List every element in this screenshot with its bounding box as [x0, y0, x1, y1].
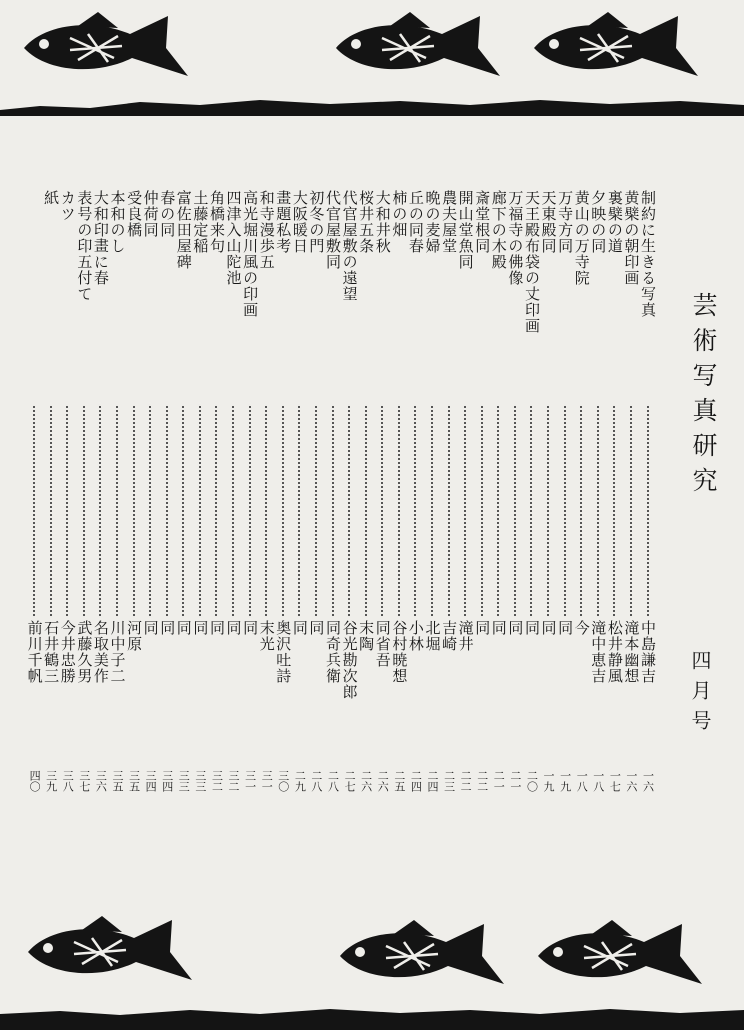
leader-dots — [50, 406, 52, 616]
leader-dots — [464, 406, 466, 616]
entry-page-number: 一八 — [575, 770, 589, 792]
entry-author: 石井鶴三 — [42, 620, 61, 684]
entry-page-number: 四〇 — [28, 770, 42, 792]
entry-page-number: 三六 — [94, 770, 108, 792]
entry-page-number: 二四 — [425, 770, 439, 792]
entry-title: 初冬の門 — [307, 190, 326, 254]
leader-dots — [497, 406, 499, 616]
entry-author: 前川千帆 — [25, 620, 44, 684]
entry-title: 天東殿同 — [539, 190, 558, 254]
entry-page-number: 三〇 — [276, 770, 290, 792]
entry-title: 万福寺の佛像 — [506, 190, 525, 286]
entry-page-number: 一九 — [558, 770, 572, 792]
entry-page-number: 二三 — [442, 770, 456, 792]
issue-label: 四月号 — [688, 650, 712, 740]
leader-dots — [215, 406, 217, 616]
entry-author: 中島謙吉 — [639, 620, 657, 684]
entry-page-number: 三二 — [210, 770, 224, 792]
entry-author: 同 — [207, 620, 226, 636]
entry-author: 同 — [539, 620, 558, 636]
entry-page-number: 三三 — [193, 770, 207, 792]
entry-author: 小林 — [406, 620, 425, 652]
entry-author: 同 — [158, 620, 177, 636]
entry-page-number: 三四 — [160, 770, 174, 792]
entry-page-number: 二六 — [359, 770, 373, 792]
entry-page-number: 二八 — [309, 770, 323, 792]
entry-author: 同奇兵衛 — [324, 620, 342, 684]
entry-author: 谷村暁想 — [390, 620, 409, 684]
fish-print-icon — [532, 918, 704, 990]
entry-author: 同 — [489, 620, 508, 636]
entry-page-number: 一六 — [641, 770, 655, 792]
leader-dots — [199, 406, 201, 616]
entry-page-number: 三一 — [243, 770, 257, 792]
leader-dots — [232, 406, 234, 616]
leader-dots — [365, 406, 367, 616]
entry-author: 河原 — [125, 620, 144, 652]
entry-title: 四津入山陀池 — [224, 190, 243, 286]
fish-print-icon — [18, 10, 190, 82]
entry-title: 夕映の同 — [589, 190, 608, 254]
entry-title: 高光堀川風の印画 — [241, 190, 260, 318]
entry-title: 代官屋敷の遠望 — [340, 190, 359, 302]
entry-page-number: 二〇 — [525, 770, 539, 792]
entry-author: 同 — [522, 620, 541, 636]
entry-author: 吉崎 — [440, 620, 459, 652]
leader-dots — [298, 406, 300, 616]
entry-title: 表号の印五付て — [75, 190, 94, 302]
leader-dots — [398, 406, 400, 616]
fish-print-icon — [22, 914, 194, 986]
leader-dots — [414, 406, 416, 616]
entry-page-number: 三九 — [44, 770, 58, 792]
entry-author: 滝本幽想 — [622, 620, 641, 684]
entry-title: 万寺方同 — [556, 190, 575, 254]
entry-title: 斎堂根同 — [473, 190, 492, 254]
entry-title: カツ — [58, 190, 77, 222]
entry-author: 同 — [241, 620, 260, 636]
entry-title: 大和印畫に春 — [91, 190, 110, 286]
fish-print-icon — [528, 10, 700, 82]
leader-dots — [431, 406, 433, 616]
entry-title: 大阪暖日 — [290, 190, 309, 254]
entry-page-number: 三五 — [127, 770, 141, 792]
entry-page-number: 二六 — [376, 770, 390, 792]
entry-page-number: 二八 — [326, 770, 340, 792]
leader-dots — [530, 406, 532, 616]
entry-title: 黄檗の朝印画 — [622, 190, 641, 286]
entry-page-number: 二四 — [409, 770, 423, 792]
leader-dots — [332, 406, 334, 616]
leader-dots — [33, 406, 35, 616]
leader-dots — [514, 406, 516, 616]
entry-author: 滝中恵吉 — [589, 620, 608, 684]
entry-title: 柿の畑 — [390, 190, 409, 238]
entry-page-number: 二一 — [492, 770, 506, 792]
entry-title: 角橋来句 — [207, 190, 226, 254]
fish-print-icon — [334, 918, 506, 990]
entry-author: 同 — [174, 620, 193, 636]
entry-author: 北堀 — [423, 620, 442, 652]
entry-title: 丘の同春 — [406, 190, 425, 254]
entry-title: 黄山の万寺院 — [572, 190, 591, 286]
leader-dots — [249, 406, 251, 616]
leader-dots — [580, 406, 582, 616]
entry-author: 松井静風 — [605, 620, 624, 684]
leader-dots — [182, 406, 184, 616]
entry-title: 代官屋敷同 — [324, 190, 342, 270]
entry-page-number: 一七 — [608, 770, 622, 792]
entry-page-number: 二九 — [293, 770, 307, 792]
leader-dots — [133, 406, 135, 616]
entry-author: 末光 — [257, 620, 276, 652]
leader-dots — [166, 406, 168, 616]
entry-page-number: 三八 — [61, 770, 75, 792]
entry-page-number: 一六 — [624, 770, 638, 792]
ink-band-top — [0, 96, 744, 116]
entry-title: 春の同 — [158, 190, 177, 238]
entry-author: 滝井 — [456, 620, 475, 652]
entry-page-number: 三三 — [177, 770, 191, 792]
leader-dots — [381, 406, 383, 616]
entry-title: 富佐田屋碑 — [174, 190, 193, 270]
leader-dots — [99, 406, 101, 616]
entry-author: 同 — [556, 620, 575, 636]
leader-dots — [564, 406, 566, 616]
entry-title: 農夫屋堂 — [440, 190, 459, 254]
entry-page-number: 二一 — [508, 770, 522, 792]
entry-author: 武藤久男 — [75, 620, 94, 684]
entry-page-number: 三一 — [260, 770, 274, 792]
entry-author: 同 — [290, 620, 309, 636]
leader-dots — [66, 406, 68, 616]
leader-dots — [149, 406, 151, 616]
leader-dots — [647, 406, 649, 616]
leader-dots — [448, 406, 450, 616]
leader-dots — [315, 406, 317, 616]
entry-author: 谷光勘次郎 — [340, 620, 359, 700]
entry-title: 和寺漫歩五 — [257, 190, 276, 270]
entry-title: 廊下の木殿 — [489, 190, 508, 270]
entry-page-number: 二五 — [392, 770, 406, 792]
entry-author: 同 — [191, 620, 210, 636]
leader-dots — [83, 406, 85, 616]
entry-page-number: 三二 — [227, 770, 241, 792]
leader-dots — [597, 406, 599, 616]
entry-title: 大和井秋 — [373, 190, 392, 254]
entry-author: 同 — [506, 620, 525, 636]
entry-title: 紙 — [42, 190, 61, 206]
leader-dots — [116, 406, 118, 616]
entry-title: 畫題私考 — [274, 190, 293, 254]
entry-title: 桜井五条 — [357, 190, 376, 254]
entry-title: 裏檗の道 — [605, 190, 624, 254]
entry-page-number: 二七 — [343, 770, 357, 792]
entry-page-number: 三七 — [77, 770, 91, 792]
entry-title: 開山堂魚同 — [456, 190, 475, 270]
entry-title: 天王殿布袋の丈印画 — [522, 190, 541, 334]
entry-author: 名取美作 — [91, 620, 110, 684]
entry-author: 同 — [224, 620, 243, 636]
entry-author: 同省吾 — [373, 620, 392, 668]
entry-page-number: 一九 — [542, 770, 556, 792]
entry-author: 同 — [141, 620, 160, 636]
entry-title: 本和のし — [108, 190, 127, 254]
entry-author: 今井忠勝 — [58, 620, 77, 684]
entry-author: 今 — [572, 620, 591, 636]
fish-print-icon — [330, 10, 502, 82]
leader-dots — [481, 406, 483, 616]
leader-dots — [547, 406, 549, 616]
entry-page-number: 一八 — [591, 770, 605, 792]
entry-page-number: 三五 — [110, 770, 124, 792]
entry-page-number: 二二 — [475, 770, 489, 792]
entry-author: 同 — [307, 620, 326, 636]
entry-title: 晩の麦婦 — [423, 190, 442, 254]
entry-title: 受良橋 — [125, 190, 144, 238]
entry-page-number: 二二 — [459, 770, 473, 792]
toc-entry — [24, 190, 45, 830]
entry-title: 制約に生きる写真 — [639, 190, 657, 318]
ink-band-bottom — [0, 1006, 744, 1030]
leader-dots — [630, 406, 632, 616]
leader-dots — [348, 406, 350, 616]
leader-dots — [282, 406, 284, 616]
magazine-title: 芸術写真研究 — [689, 292, 718, 502]
entry-author: 川中子二 — [108, 620, 127, 684]
entry-title: 仲荷同 — [141, 190, 160, 238]
leader-dots — [613, 406, 615, 616]
entry-author: 奥沢吐詩 — [274, 620, 293, 684]
entry-author: 同 — [473, 620, 492, 636]
table-of-contents — [25, 190, 658, 830]
entry-author: 末陶 — [357, 620, 376, 652]
entry-title: 土藤定稲 — [191, 190, 210, 254]
leader-dots — [265, 406, 267, 616]
entry-page-number: 三四 — [144, 770, 158, 792]
